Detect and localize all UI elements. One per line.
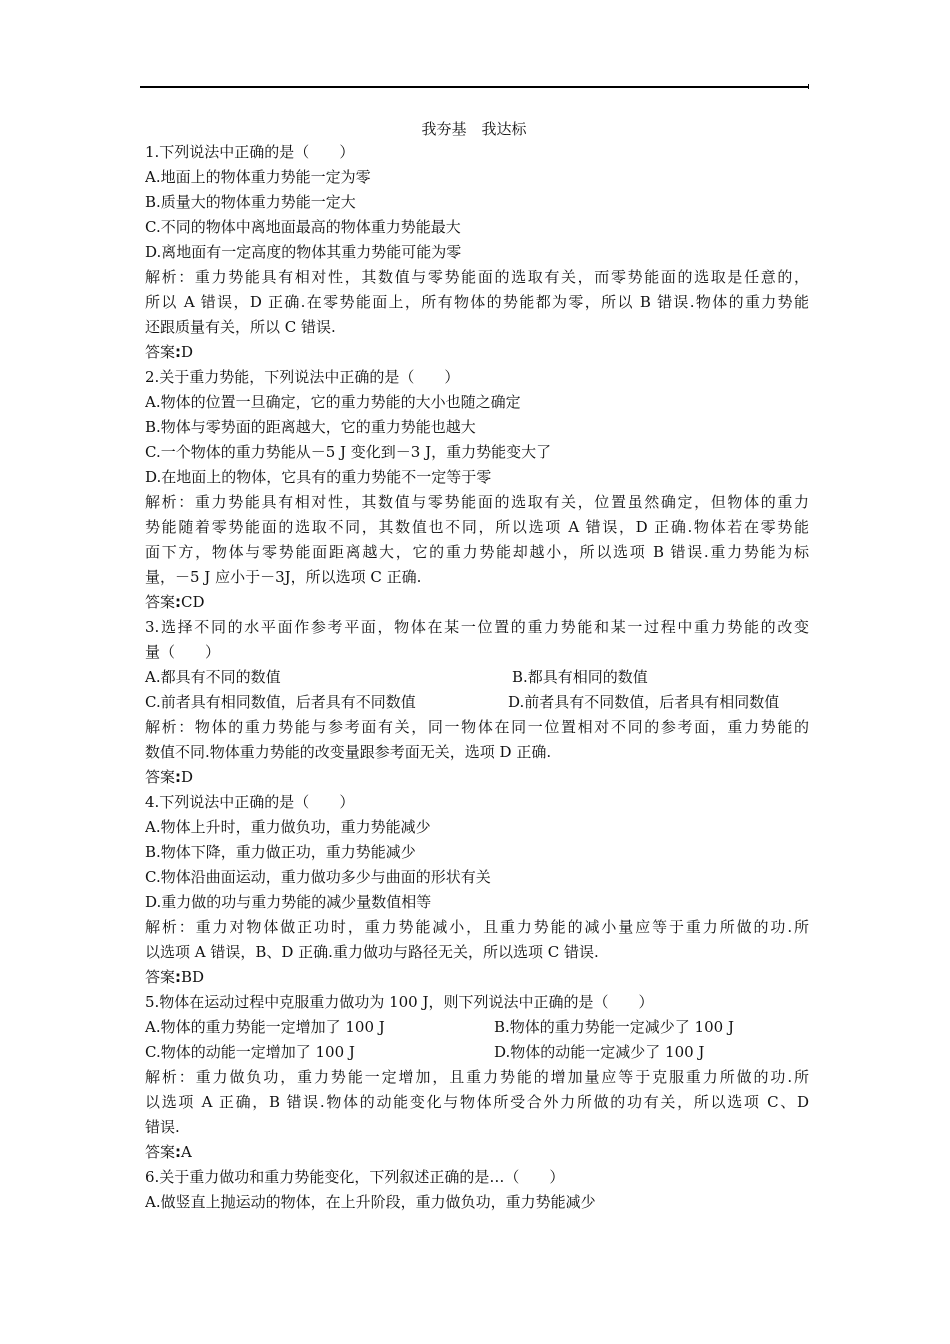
answer-label: 答案	[145, 968, 176, 986]
question-5-answer	[145, 1140, 809, 1165]
question-4-option-d: D.重力做的功与重力势能的减少量数值相等	[145, 893, 432, 911]
question-3-option-b: B.都具有相同的数值	[512, 668, 648, 686]
page-title: 我夯基 我达标	[421, 120, 527, 138]
question-4-stem: 4.下列说法中正确的是（ ）	[145, 793, 355, 811]
question-2-explanation-line-1: 解析：重力势能具有相对性，其数值与零势能面的选取有关，位置虽然确定，但物体的重力	[145, 493, 809, 511]
answer-value: CD	[181, 593, 205, 611]
question-3-stem-line-2: 量（ ）	[145, 643, 221, 661]
question-3-option-d: D.前者具有不同数值，后者具有相同数值	[508, 693, 780, 711]
answer-colon: :	[175, 768, 182, 786]
header-rule-tick	[808, 84, 809, 89]
question-5-stem: 5.物体在运动过程中克服重力做功为 100 J，则下列说法中正确的是（ ）	[145, 993, 654, 1011]
question-2-option-d: D.在地面上的物体，它具有的重力势能不一定等于零	[145, 468, 492, 486]
question-3-answer	[145, 765, 809, 790]
answer-colon: :	[175, 1143, 182, 1161]
question-5-explanation-line-1: 解析：重力做负功，重力势能一定增加，且重力势能的增加量应等于克服重力所做的功.所	[145, 1068, 809, 1086]
question-2-option-a: A.物体的位置一旦确定，它的重力势能的大小也随之确定	[145, 393, 521, 411]
answer-value: D	[181, 343, 194, 361]
question-2-answer	[145, 590, 809, 615]
document-body	[145, 140, 809, 1215]
answer-value: A	[181, 1143, 192, 1161]
question-6-stem: 6.关于重力做功和重力势能变化，下列叙述正确的是…（ ）	[145, 1168, 565, 1186]
question-4-explanation-line-2: 以选项 A 错误，B、D 正确.重力做功与路径无关，所以选项 C 错误.	[145, 943, 599, 961]
question-5-explanation-line-2: 以选项 A 正确，B 错误.物体的动能变化与物体所受合外力所做的功有关，所以选项 C、D	[145, 1093, 809, 1111]
answer-colon: :	[175, 343, 182, 361]
question-5-options-cd	[145, 1040, 809, 1065]
answer-label: 答案	[145, 343, 176, 361]
question-3-options-ab	[145, 665, 809, 690]
question-1-explanation-line-3: 还跟质量有关，所以 C 错误.	[145, 318, 336, 336]
question-3-options-cd	[145, 690, 809, 715]
question-1-option-a: A.地面上的物体重力势能一定为零	[145, 168, 371, 186]
question-1-explanation-line-1: 解析：重力势能具有相对性，其数值与零势能面的选取有关，而零势能面的选取是任意的，	[145, 268, 809, 286]
question-3-explanation-line-2: 数值不同.物体重力势能的改变量跟参考面无关，选项 D 正确.	[145, 743, 552, 761]
question-4-explanation-line-1: 解析：重力对物体做正功时，重力势能减小，且重力势能的减小量应等于重力所做的功.所	[145, 918, 809, 936]
question-5-explanation-line-3: 错误.	[145, 1118, 180, 1136]
question-2-option-c: C.一个物体的重力势能从－5 J 变化到－3 J，重力势能变大了	[145, 443, 552, 461]
answer-label: 答案	[145, 593, 176, 611]
question-4-option-c: C.物体沿曲面运动，重力做功多少与曲面的形状有关	[145, 868, 491, 886]
answer-label: 答案	[145, 1143, 176, 1161]
question-3-option-a: A.都具有不同的数值	[145, 668, 281, 686]
question-6-option-a: A.做竖直上抛运动的物体，在上升阶段，重力做负功，重力势能减少	[145, 1193, 596, 1211]
question-2-explanation-line-4: 量，－5 J 应小于－3J，所以选项 C 正确.	[145, 568, 422, 586]
question-2-explanation-line-2: 势能随着零势能面的选取不同，其数值也不同，所以选项 A 错误，D 正确.物体若在零势能	[145, 518, 809, 536]
question-1-option-d: D.离地面有一定高度的物体其重力势能可能为零	[145, 243, 462, 261]
question-2-explanation-line-3: 面下方，物体与零势能面距离越大，它的重力势能却越小，所以选项 B 错误.重力势能为标	[145, 543, 809, 561]
question-5-option-b: B.物体的重力势能一定减少了 100 J	[494, 1018, 734, 1036]
answer-colon: :	[175, 968, 182, 986]
header-rule	[140, 86, 808, 88]
question-1-option-c: C.不同的物体中离地面最高的物体重力势能最大	[145, 218, 461, 236]
question-5-options-ab	[145, 1015, 809, 1040]
answer-colon: :	[175, 593, 182, 611]
question-5-option-d: D.物体的动能一定减少了 100 J	[494, 1043, 705, 1061]
question-1-answer	[145, 340, 809, 365]
question-5-option-c: C.物体的动能一定增加了 100 J	[145, 1043, 355, 1061]
question-3-option-c: C.前者具有相同数值，后者具有不同数值	[145, 693, 416, 711]
question-3-stem-line-1: 3.选择不同的水平面作参考平面，物体在某一位置的重力势能和某一过程中重力势能的改变	[145, 618, 809, 636]
question-4-option-b: B.物体下降，重力做正功，重力势能减少	[145, 843, 416, 861]
answer-value: D	[181, 768, 194, 786]
question-4-option-a: A.物体上升时，重力做负功，重力势能减少	[145, 818, 431, 836]
question-3-explanation-line-1: 解析：物体的重力势能与参考面有关，同一物体在同一位置相对不同的参考面，重力势能的	[145, 718, 809, 736]
question-4-answer	[145, 965, 809, 990]
question-2-option-b: B.物体与零势面的距离越大，它的重力势能也越大	[145, 418, 476, 436]
question-1-option-b: B.质量大的物体重力势能一定大	[145, 193, 356, 211]
answer-value: BD	[181, 968, 205, 986]
answer-label: 答案	[145, 768, 176, 786]
question-2-stem: 2.关于重力势能，下列说法中正确的是（ ）	[145, 368, 460, 386]
question-5-option-a: A.物体的重力势能一定增加了 100 J	[145, 1018, 385, 1036]
question-1-stem: 1.下列说法中正确的是（ ）	[145, 143, 355, 161]
question-1-explanation-line-2: 所以 A 错误，D 正确.在零势能面上，所有物体的势能都为零，所以 B 错误.物体的重力势能	[145, 293, 809, 311]
